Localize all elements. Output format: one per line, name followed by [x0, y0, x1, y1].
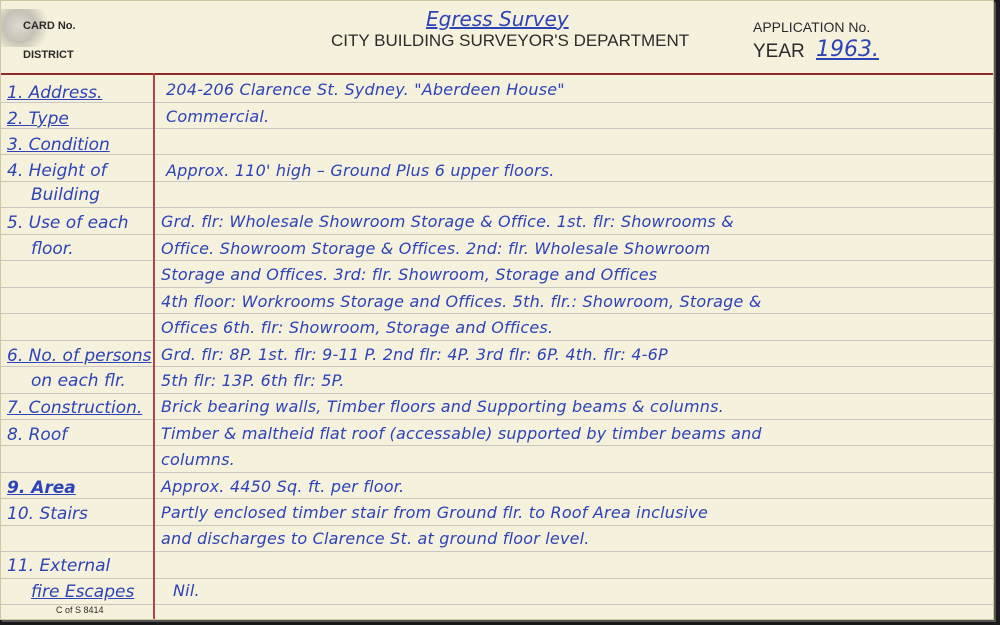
field-value-roof-line: Timber & maltheid flat roof (accessable) supported by timber beams and	[161, 424, 762, 443]
survey-title: Egress Survey	[426, 7, 569, 31]
field-value-use-line: Offices 6th. flr: Showroom, Storage and Offices.	[161, 318, 554, 337]
field-value-construction: Brick bearing walls, Timber floors and Supporting beams & columns.	[161, 397, 724, 416]
field-label-address: 1. Address.	[7, 83, 103, 103]
form-number: C of S 8414	[56, 605, 104, 615]
field-label-type: 2. Type	[7, 109, 69, 129]
rule-line	[1, 551, 993, 552]
field-value-stairs-line: and discharges to Clarence St. at ground floor level.	[161, 529, 590, 548]
rule-line	[1, 234, 993, 235]
rule-line	[1, 181, 993, 182]
rule-line	[1, 260, 993, 261]
rule-line	[1, 207, 993, 208]
rule-line	[1, 393, 993, 394]
field-label-roof: 8. Roof	[7, 425, 68, 445]
field-label-use-2: floor.	[31, 239, 74, 259]
field-value-use-line: Office. Showroom Storage & Offices. 2nd: flr. Wholesale Showroom	[161, 239, 711, 258]
field-value-area: Approx. 4450 Sq. ft. per floor.	[161, 477, 405, 496]
field-value-use-line: Grd. flr: Wholesale Showroom Storage & Office. 1st. flr: Showrooms &	[161, 212, 734, 231]
year-value: 1963.	[816, 37, 879, 62]
rule-line	[1, 313, 993, 314]
header-rule	[1, 73, 993, 75]
rule-line	[1, 472, 993, 473]
card-no-label: CARD No.	[23, 20, 76, 32]
field-label-height: 4. Height of	[7, 161, 107, 181]
field-label-height-2: Building	[31, 185, 100, 205]
rule-line	[1, 366, 993, 367]
field-label-area: 9. Area	[7, 478, 76, 498]
application-label: APPLICATION No.	[753, 19, 871, 35]
field-value-type: Commercial.	[166, 107, 270, 126]
year-label: YEAR	[753, 41, 805, 62]
rule-line	[1, 340, 993, 341]
field-label-escapes: 11. External	[7, 556, 111, 576]
field-value-stairs-line: Partly enclosed timber stair from Ground flr. to Roof Area inclusive	[161, 503, 709, 522]
field-value-height: Approx. 110' high – Ground Plus 6 upper floors.	[166, 161, 555, 180]
rule-line	[1, 154, 993, 155]
rule-line	[1, 445, 993, 446]
field-value-persons-line: Grd. flr: 8P. 1st. flr: 9-11 P. 2nd flr: 4P. 3rd flr: 6P. 4th. flr: 4-6P	[161, 345, 668, 364]
field-label-construction: 7. Construction.	[7, 398, 143, 418]
rule-line	[1, 498, 993, 499]
field-value-use-line: Storage and Offices. 3rd: flr. Showroom, Storage and Offices	[161, 265, 658, 284]
rule-line	[1, 525, 993, 526]
field-label-persons: 6. No. of persons	[7, 346, 152, 366]
field-label-use: 5. Use of each	[7, 213, 129, 233]
field-value-address: 204-206 Clarence St. Sydney. "Aberdeen House"	[166, 80, 565, 99]
rule-line	[1, 102, 993, 103]
department-title: CITY BUILDING SURVEYOR'S DEPARTMENT	[331, 31, 690, 50]
field-value-use-line: 4th floor: Workrooms Storage and Offices. 5th. flr.: Showroom, Storage &	[161, 292, 762, 311]
field-label-persons-2: on each flr.	[31, 371, 126, 391]
district-label: DISTRICT	[23, 49, 74, 61]
margin-rule	[153, 73, 155, 619]
field-value-roof-line: columns.	[161, 450, 235, 469]
field-label-condition: 3. Condition	[7, 135, 110, 155]
rule-line	[1, 419, 993, 420]
field-value-persons-line: 5th flr: 13P. 6th flr: 5P.	[161, 371, 345, 390]
field-label-stairs: 10. Stairs	[7, 504, 88, 524]
field-value-escapes: Nil.	[173, 581, 200, 600]
rule-line	[1, 604, 993, 605]
rule-line	[1, 287, 993, 288]
rule-line	[1, 578, 993, 579]
rule-line	[1, 128, 993, 129]
field-label-escapes-2: fire Escapes	[31, 582, 135, 602]
